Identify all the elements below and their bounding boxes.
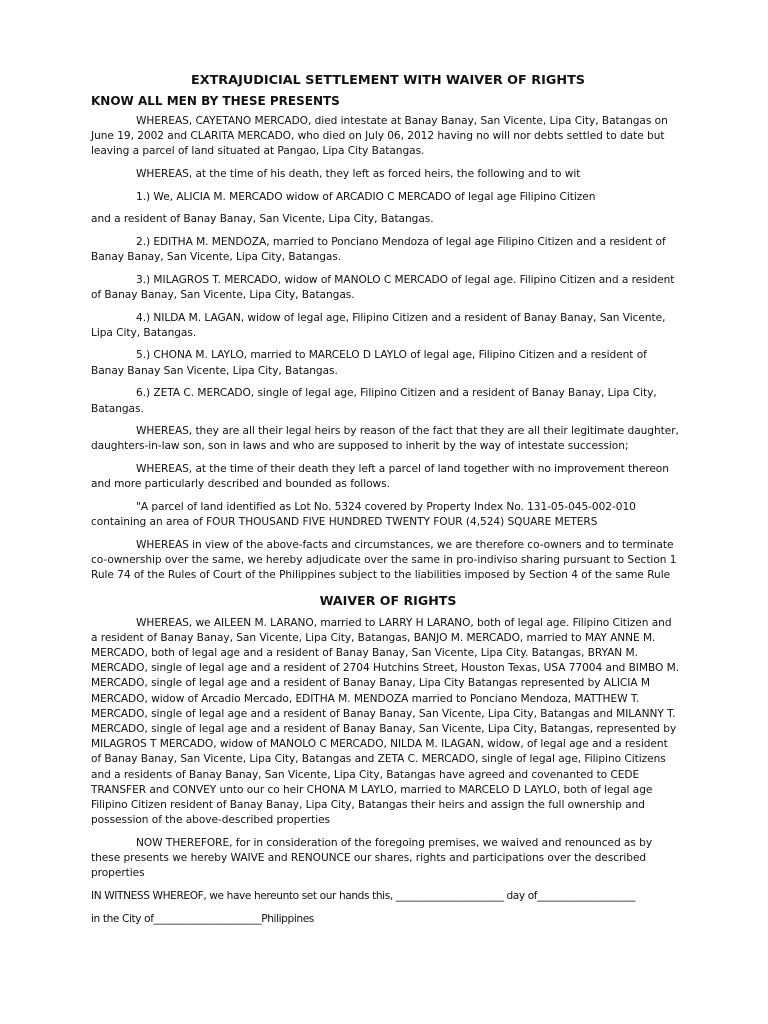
paragraph-parcel-description: "A parcel of land identified as Lot No. 5324 covered by Property Index No. 131-05-045-002-010 containing an area of FOUR THOUSAND FIVE HUNDRED TWENTY FOUR (4,524) SQUARE METERS — [91, 501, 636, 529]
heir-item-3: 3.) MILAGROS T. MERCADO, widow of MANOLO C MERCADO of legal age. Filipino Citizen and a resident of Banay Banay, San Vicente, Lipa City, Batangas. — [91, 273, 675, 301]
paragraph-adjudication: WHEREAS in view of the above-facts and circumstances, we are therefore co-owners and to terminate co-ownership over the same, we hereby adjudicate over the same in pro-indiviso sharing pursuant to Section 1 Rule 74 of the Rules of Court of the Philippines subject to the liabilities imposed by Section 4 of the same Rule — [91, 538, 677, 582]
heir-item-4: 4.) NILDA M. LAGAN, widow of legal age, Filipino Citizen and a resident of Banay Banay, San Vicente, Lipa City, Batangas. — [91, 311, 666, 339]
witness-line: IN WITNESS WHEREOF, we have hereunto set our hands this, ______________________ day of____________________ — [91, 890, 636, 903]
paragraph-waiver-parties: WHEREAS, we AILEEN M. LARANO, married to LARRY H LARANO, both of legal age. Filipino Citizen and a resident of Banay Banay, San Vicente, Lipa City, Batangas, BANJO M. MERCADO, married to MAY ANNE M. MERCADO, both of legal age and a resident of Banay Banay, San Vicente, Lipa City. Batangas, BRYAN M. MERCADO, single of legal age and a resident of 2704 Hutchins Street, Houston Texas, USA 77004 and BIMBO M. MERCADO, single of legal age and a resident of Banay Banay, Lipa City Batangas represented by ALICIA M MERCADO, widow of Arcadio Mercado, EDITHA M. MENDOZA married to Ponciano Mendoza, MATTHEW T. MERCADO, single of legal age and a resident of Banay Banay, San Vicente, Lipa City, Batangas and MILANNY T. MERCADO, single of legal age and a resident of Banay Banay, San Vicente, Lipa City, Batangas, represented by MILAGROS T MERCADO, widow of MANOLO C MERCADO, NILDA M. ILAGAN, widow, of legal age and a resident of Banay Banay, San Vicente, Lipa City, Batangas and ZETA C. MERCADO, single of legal age, Filipino Citizens and a residents of Banay Banay, San Vicente, Lipa City, Batangas have agreed and covenanted to CEDE TRANSFER and CONVEY unto our co heir CHONA M LAYLO, married to MARCELO D LAYLO, both of legal age Filipino Citizen resident of Banay Banay, Lipa City, Batangas their heirs and assign the full ownership and possession of the above-described properties — [91, 616, 680, 827]
city-line: in the City of______________________Philippines — [91, 912, 314, 925]
heir-item-2: 2.) EDITHA M. MENDOZA, married to Ponciano Mendoza of legal age Filipino Citizen and a resident of Banay Banay, San Vicente, Lipa City, Batangas. — [91, 235, 666, 263]
paragraph-parcel-left: WHEREAS, at the time of their death they left a parcel of land together with no improvement thereon and more particularly described and bounded as follows. — [91, 463, 669, 491]
document-subheading: KNOW ALL MEN BY THESE PRESENTS — [91, 94, 340, 108]
document-title: EXTRAJUDICIAL SETTLEMENT WITH WAIVER OF RIGHTS — [190, 73, 586, 88]
heir-item-5: 5.) CHONA M. LAYLO, married to MARCELO D LAYLO of legal age, Filipino Citizen and a resident of Banay Banay San Vicente, Lipa City, Batangas. — [91, 349, 647, 377]
paragraph-now-therefore: NOW THEREFORE, for in consideration of the foregoing premises, we waived and renounced as by these presents we hereby WAIVE and RENOUNCE our shares, rights and participations over the described properties — [91, 836, 653, 880]
waiver-section-title: WAIVER OF RIGHTS — [319, 592, 457, 608]
paragraph-whereas-death: WHEREAS, CAYETANO MERCADO, died intestate at Banay Banay, San Vicente, Lipa City, Batangas on June 19, 2002 and CLARITA MERCADO, who died on July 06, 2012 having no will nor debts settled to date but leaving a parcel of land situated at Pangao, Lipa City Batangas. — [91, 115, 668, 158]
paragraph-legal-heirs: WHEREAS, they are all their legal heirs by reason of the fact that they are all their legitimate daughter, daughters-in-law son, son in laws and who are supposed to inherit by the way of intestate succession; — [91, 425, 679, 453]
document-page — [91, 73, 681, 934]
heir-item-1: 1.) We, ALICIA M. MERCADO widow of ARCADIO C MERCADO of legal age Filipino Citizen — [136, 190, 596, 203]
heir-item-6: 6.) ZETA C. MERCADO, single of legal age, Filipino Citizen and a resident of Banay Banay, Lipa City, Batangas. — [91, 387, 657, 415]
heir-item-1-continued: and a resident of Banay Banay, San Vicente, Lipa City, Batangas. — [91, 213, 434, 226]
paragraph-forced-heirs: WHEREAS, at the time of his death, they left as forced heirs, the following and to wit — [136, 168, 581, 181]
